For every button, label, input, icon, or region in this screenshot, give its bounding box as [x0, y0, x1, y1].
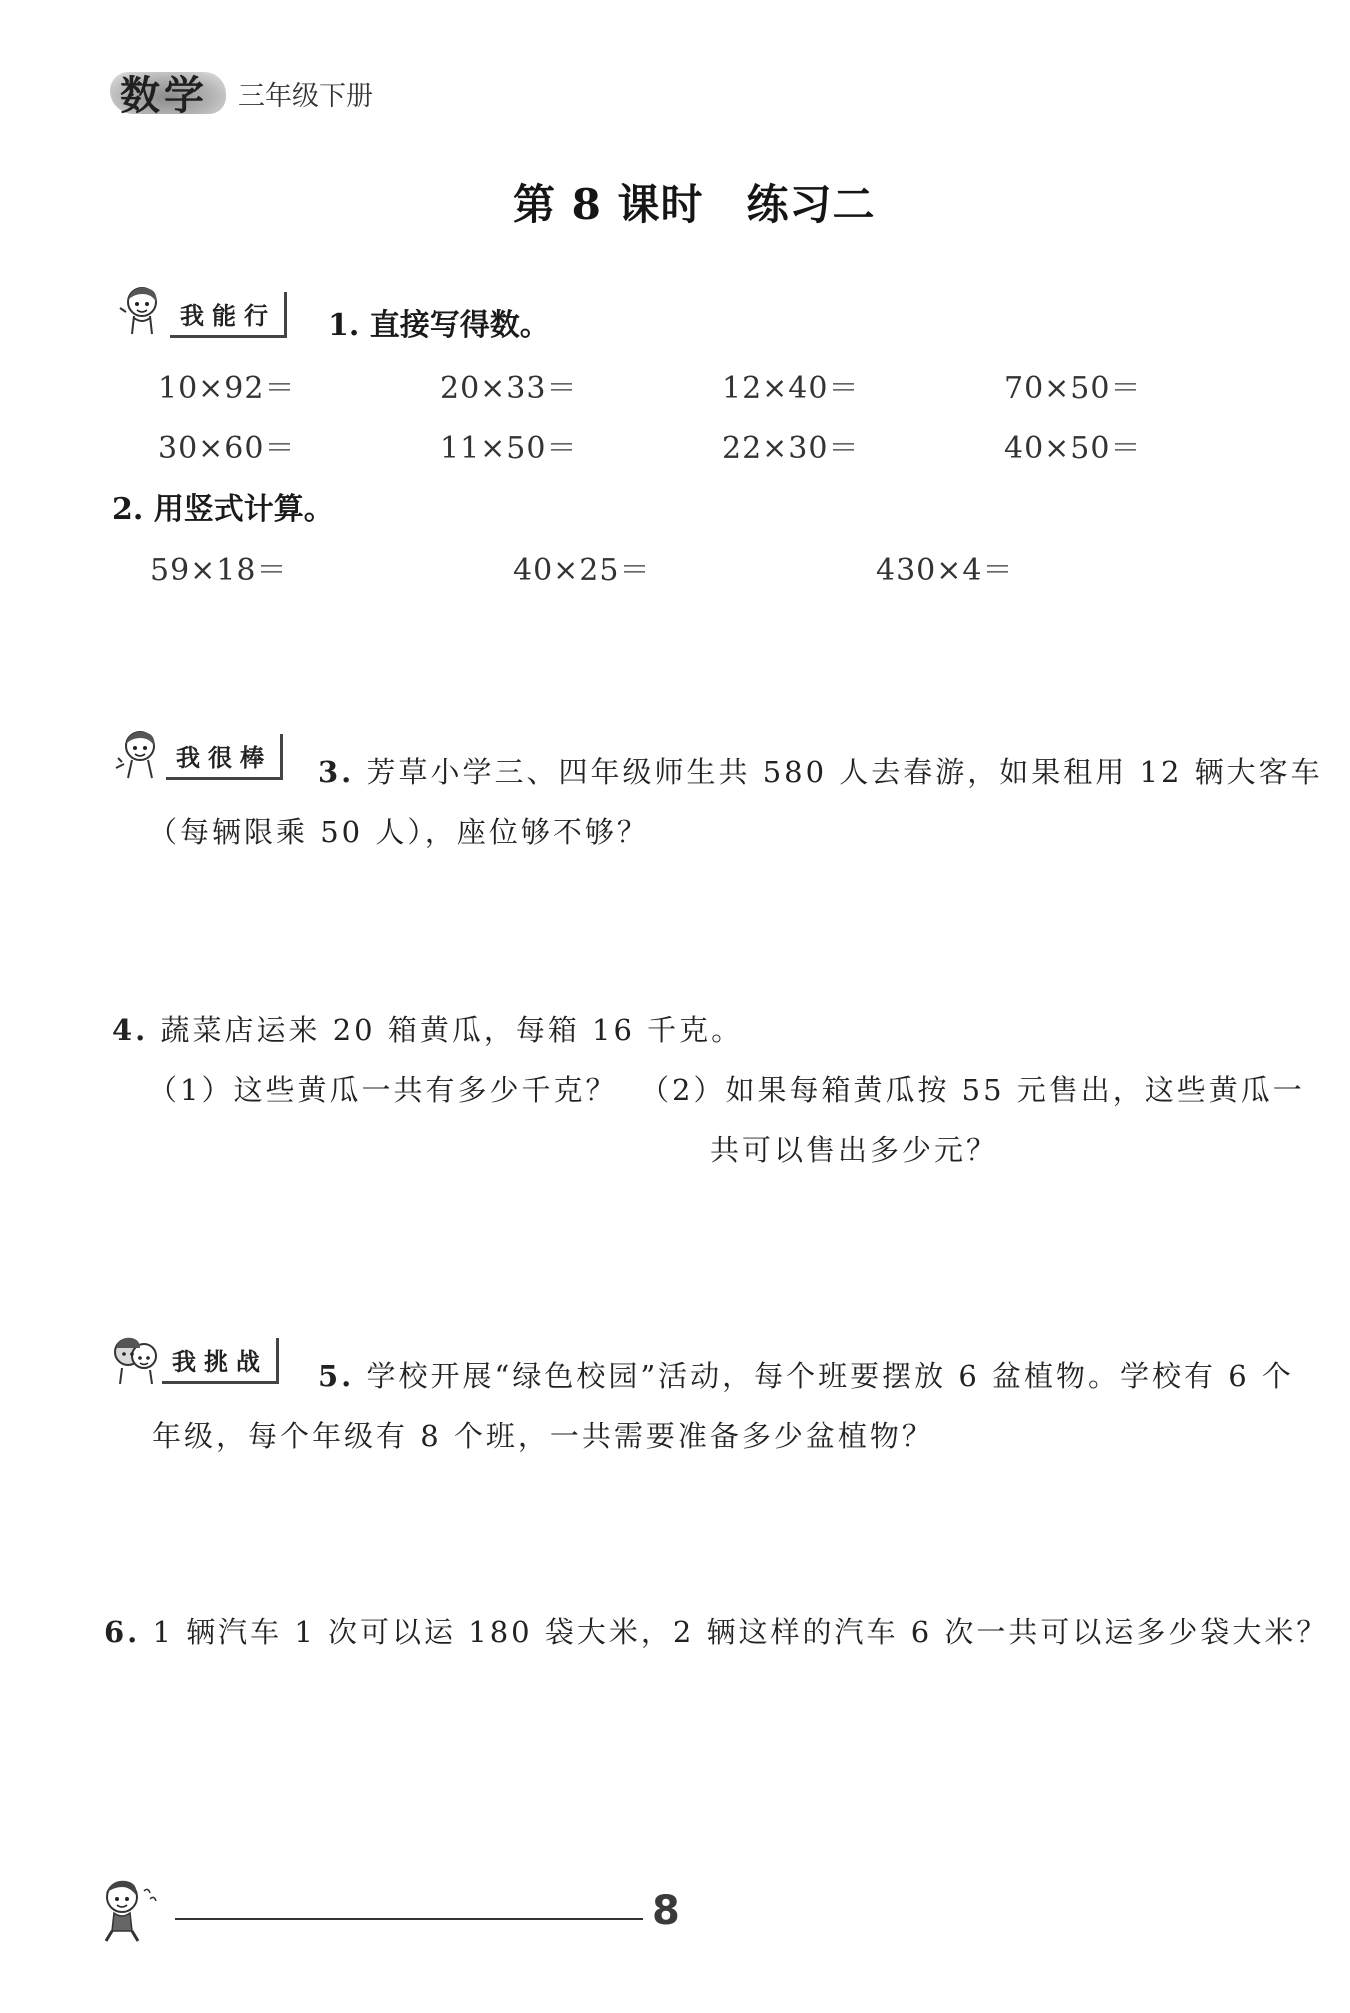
q6-text-body: 1 辆汽车 1 次可以运 180 袋大米，2 辆这样的汽车 6 次一共可以运多少袋大米？ [152, 1615, 1329, 1649]
q4-number: 4. [112, 1013, 149, 1047]
section-badge-s2 [114, 724, 304, 784]
q1-number: 1. [328, 308, 360, 343]
mascot-girl-icon [114, 724, 166, 784]
q1-expr: 70×50＝ [1004, 371, 1142, 406]
section-label-s1: 我能行 [170, 292, 287, 338]
q4-sub1: （1）这些黄瓜一共有多少千克？ [148, 1073, 618, 1107]
q6-text [104, 1610, 1328, 1651]
q5-line1 [318, 1354, 1294, 1395]
q3-line1 [318, 750, 1323, 791]
mascot-kids-icon [110, 1328, 162, 1388]
subject-logo [110, 62, 230, 120]
grade-label: 三年级下册 [238, 81, 373, 112]
q1-expr: 20×33＝ [440, 371, 578, 406]
q2-number: 2. [112, 492, 144, 527]
q3-text-line1: 芳草小学三、四年级师生共 580 人去春游，如果租用 12 辆大客车 [366, 755, 1323, 789]
mascot-girl-icon [118, 282, 170, 342]
q1-expr: 22×30＝ [722, 431, 860, 466]
section-badge-s3 [110, 1328, 300, 1388]
q4-stem [112, 1008, 743, 1049]
q6-number: 6. [104, 1615, 141, 1649]
q1-expr: 40×50＝ [1004, 431, 1142, 466]
q4-sub2-line1: （2）如果每箱黄瓜按 55 元售出，这些黄瓜一 [640, 1073, 1305, 1107]
q2-expr: 40×25＝ [513, 553, 651, 588]
q2-expr: 430×4＝ [876, 553, 1014, 588]
q5-line2: 年级，每个年级有 8 个班，一共需要准备多少盆植物？ [152, 1419, 934, 1453]
q1-title [328, 300, 550, 344]
section-label-s2: 我很棒 [166, 734, 283, 780]
q5-text-line1: 学校开展“绿色校园”活动，每个班要摆放 6 盆植物。学校有 6 个 [366, 1359, 1294, 1393]
q3-line2: （每辆限乘 50 人），座位够不够？ [148, 815, 649, 849]
q1-expr: 30×60＝ [158, 431, 296, 466]
section-badge-s1 [118, 282, 308, 342]
q4-sub2-line2: 共可以售出多少元？ [710, 1133, 999, 1167]
q2-expr: 59×18＝ [150, 553, 288, 588]
q5-number: 5. [318, 1359, 355, 1393]
q1-expr: 10×92＝ [158, 371, 296, 406]
footer-mascot-icon [92, 1875, 172, 1945]
page-number: 8 [652, 1888, 680, 1934]
subject-title: 数学 [120, 72, 208, 119]
q3-number: 3. [318, 755, 355, 789]
q1-title-text: 直接写得数。 [369, 308, 550, 343]
lesson-title: 第 8 课时 练习二 [513, 180, 876, 229]
footer-rule [175, 1918, 643, 1920]
q1-expr: 12×40＝ [722, 371, 860, 406]
section-label-s3: 我挑战 [162, 1338, 279, 1384]
q2-title [112, 484, 334, 528]
q4-stem-text: 蔬菜店运来 20 箱黄瓜，每箱 16 千克。 [160, 1013, 744, 1047]
q1-expr: 11×50＝ [440, 431, 578, 466]
q2-title-text: 用竖式计算。 [153, 492, 334, 527]
